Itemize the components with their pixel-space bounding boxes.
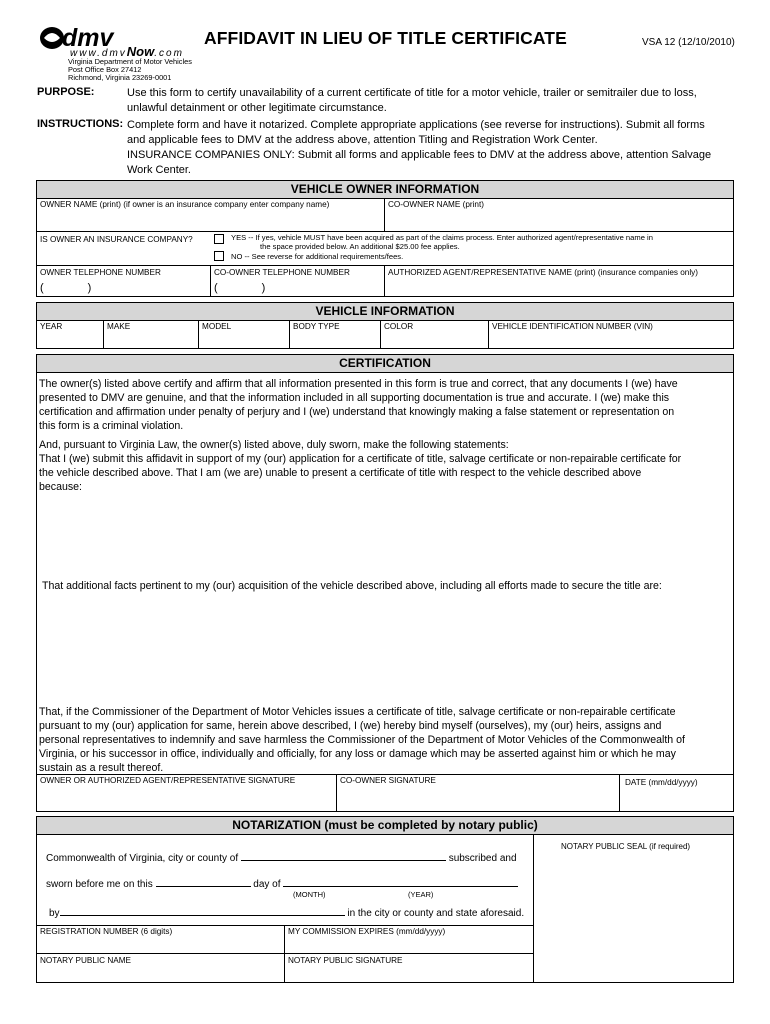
purpose-text: Use this form to certify unavailability of a current certificate of title for a motor vehicle, trailer or semitrailer due to loss, unlawful detainment or other legitimate circumstance. (127, 87, 697, 114)
registration-number-field[interactable]: REGISTRATION NUMBER (6 digits) (37, 925, 285, 954)
notary-seal-area[interactable] (535, 853, 731, 981)
coowner-phone-field[interactable]: CO-OWNER TELEPHONE NUMBER ( ) (211, 266, 385, 297)
notary-seal-label: NOTARY PUBLIC SEAL (if required) (561, 842, 691, 851)
owner-section (36, 180, 734, 297)
vehicle-section-heading: VEHICLE INFORMATION (36, 302, 734, 321)
notarization-section (36, 816, 734, 983)
website-url: www.dmvNow.com (70, 44, 184, 59)
notary-line-by: by in the city or county and state aforesaid. (49, 905, 524, 919)
because-answer-area[interactable] (39, 495, 729, 575)
certification-statements: And, pursuant to Virginia Law, the owner(s) listed above, duly sworn, make the following statements: That I (we) submit this affidavit in support of my (our) application for a certificate of title, salvage certificate or non-repairable certificate for the vehicle described above. That I am (we are) unable to present a certificate of title with respect to the vehicle described above because: (39, 439, 682, 493)
notary-line-date: sworn before me on this day of (46, 876, 518, 890)
additional-facts-text: That additional facts pertinent to my (our) acquisition of the vehicle described above, including all efforts made to secure the title are: (42, 580, 662, 592)
insurance-no-checkbox[interactable] (214, 251, 224, 261)
logo-text: dmv (62, 24, 114, 52)
agent-name-field[interactable]: AUTHORIZED AGENT/REPRESENTATIVE NAME (print) (insurance companies only) (388, 268, 698, 277)
notarization-heading: NOTARIZATION (must be completed by notary public) (36, 816, 734, 835)
make-field[interactable]: MAKE (104, 320, 199, 348)
indemnity-text: That, if the Commissioner of the Department of Motor Vehicles issues a certificate of title, salvage certificate or non-repairable certificate pursuant to my (our) application for same, herein above described, I (we) hereby bind myself (ourselves), my (our) heirs, assigns and personal representatives to indemnify and save harmless the Commissioner of the Department of Motor Vehicles of the Commonwealth of Virginia, or his successor in office, individually and officially, for any loss or damage which may be asserted against him or which he may sustain as a result thereof. (39, 706, 685, 774)
agency-address: Virginia Department of Motor Vehicles Post Office Box 27412 Richmond, Virginia 23269-0001 (68, 57, 192, 83)
county-input[interactable] (241, 850, 446, 861)
additional-facts-area[interactable] (39, 599, 729, 699)
instructions-label: INSTRUCTIONS: (37, 118, 124, 130)
insurance-question-label: IS OWNER AN INSURANCE COMPANY? (40, 235, 193, 244)
body-type-field[interactable]: BODY TYPE (290, 320, 381, 348)
insurance-yes-text: YES -- If yes, vehicle MUST have been acquired as part of the claims process. Enter authorized agent/representative name in the space provided below. An additional $25.00 fee applies. (231, 233, 653, 251)
certification-affirmation: The owner(s) listed above certify and affirm that all information presented in this form is true and correct, that any documents I (we) have presented to DMV are genuine, and that the information included in all supporting documentation is true and accurate. I (we) make this certification and affirmation under penalty of perjury and I (we) understand that knowingly making a false statement or representation on this form is a criminal violation. (39, 378, 678, 432)
vehicle-section (36, 302, 734, 349)
month-caption: (MONTH) (293, 890, 326, 899)
coowner-signature-field[interactable]: CO-OWNER SIGNATURE (337, 774, 620, 811)
owner-signature-field[interactable]: OWNER OR AUTHORIZED AGENT/REPRESENTATIVE SIGNATURE (37, 774, 337, 811)
notary-line-county: Commonwealth of Virginia, city or county of subscribed and (46, 850, 517, 864)
notary-name-field[interactable]: NOTARY PUBLIC NAME (37, 954, 285, 982)
day-input[interactable] (156, 876, 251, 887)
certification-section (36, 354, 734, 812)
owner-section-heading: VEHICLE OWNER INFORMATION (36, 180, 734, 199)
insurance-no-text: NO -- See reverse for additional requirements/fees. (231, 252, 404, 261)
instructions-text: Complete form and have it notarized. Complete appropriate applications (see reverse for instructions). Submit all forms and applicable fees to DMV at the address above, attention Titling and Registration Work Center. INSURANCE COMPANIES ONLY: Submit all forms and applicable fees to DMV at the address above, attention Salvage Work Center. (127, 119, 712, 176)
vin-field[interactable]: VEHICLE IDENTIFICATION NUMBER (VIN) (492, 322, 653, 331)
coowner-name-field[interactable]: CO-OWNER NAME (print) (385, 198, 733, 232)
month-year-input[interactable] (283, 876, 518, 887)
certification-heading: CERTIFICATION (36, 354, 734, 373)
notary-signature-field[interactable]: NOTARY PUBLIC SIGNATURE (288, 956, 403, 965)
owner-name-field[interactable]: OWNER NAME (print) (if owner is an insurance company enter company name) (37, 198, 385, 232)
purpose-label: PURPOSE: (37, 86, 95, 98)
insurance-question-row (37, 232, 733, 266)
signature-date-field[interactable]: DATE (mm/dd/yyyy) (625, 778, 698, 787)
seal-divider (533, 834, 534, 982)
form-number: VSA 12 (12/10/2010) (642, 37, 735, 48)
by-input[interactable] (60, 905, 345, 916)
insurance-yes-checkbox[interactable] (214, 234, 224, 244)
owner-phone-field[interactable]: OWNER TELEPHONE NUMBER ( ) (37, 266, 211, 297)
year-caption: (YEAR) (408, 890, 434, 899)
commission-expires-field[interactable]: MY COMMISSION EXPIRES (mm/dd/yyyy) (285, 925, 533, 954)
year-field[interactable]: YEAR (37, 320, 104, 348)
color-field[interactable]: COLOR (381, 320, 489, 348)
form-title: AFFIDAVIT IN LIEU OF TITLE CERTIFICATE (204, 28, 567, 48)
model-field[interactable]: MODEL (199, 320, 290, 348)
